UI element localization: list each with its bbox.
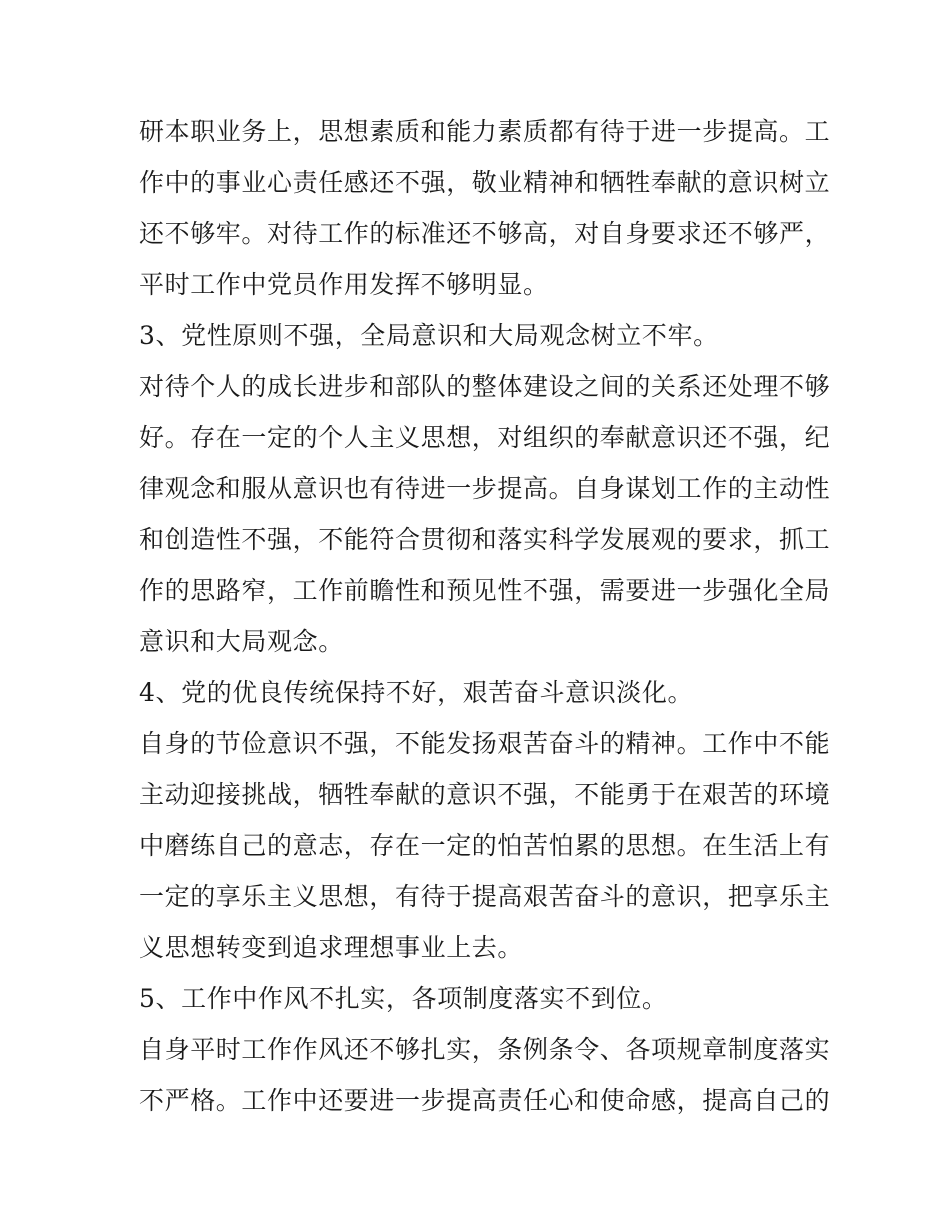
text-line: 对待个人的成长进步和部队的整体建设之间的关系还处理不够: [139, 372, 831, 401]
text-line: 平时工作中党员作用发挥不够明显。: [139, 270, 549, 299]
text-line: 好。存在一定的个人主义思想，对组织的奉献意识还不强，纪: [139, 423, 831, 452]
text-line: 一定的享乐主义思想，有待于提高艰苦奋斗的意识，把享乐主: [139, 882, 831, 911]
document-body: [139, 106, 831, 1126]
text-line: 意识和大局观念。: [139, 627, 344, 656]
section-heading: 4、党的优良传统保持不好，艰苦奋斗意识淡化。: [139, 678, 694, 707]
text-line: 研本职业务上，思想素质和能力素质都有待于进一步提高。工: [139, 117, 831, 146]
text-line: 义思想转变到追求理想事业上去。: [139, 933, 524, 962]
section-heading: 3、党性原则不强，全局意识和大局观念树立不牢。: [139, 321, 719, 350]
text-line: 作中的事业心责任感还不强，敬业精神和牺牲奉献的意识树立: [139, 168, 831, 197]
text-line: 自身平时工作作风还不够扎实，条例条令、各项规章制度落实: [139, 1035, 831, 1064]
text-line: 自身的节俭意识不强，不能发扬艰苦奋斗的精神。工作中不能: [139, 729, 831, 758]
text-line: 律观念和服从意识也有待进一步提高。自身谋划工作的主动性: [139, 474, 831, 503]
text-line: 和创造性不强，不能符合贯彻和落实科学发展观的要求，抓工: [139, 525, 831, 554]
text-line: 中磨练自己的意志，存在一定的怕苦怕累的思想。在生活上有: [139, 831, 831, 860]
text-line: 作的思路窄，工作前瞻性和预见性不强，需要进一步强化全局: [139, 576, 831, 605]
text-line: 还不够牢。对待工作的标准还不够高，对自身要求还不够严，: [139, 219, 831, 248]
section-heading: 5、工作中作风不扎实，各项制度落实不到位。: [139, 984, 668, 1013]
text-line: 主动迎接挑战，牺牲奉献的意识不强，不能勇于在艰苦的环境: [139, 780, 831, 809]
text-line: 不严格。工作中还要进一步提高责任心和使命感，提高自己的: [139, 1086, 831, 1115]
